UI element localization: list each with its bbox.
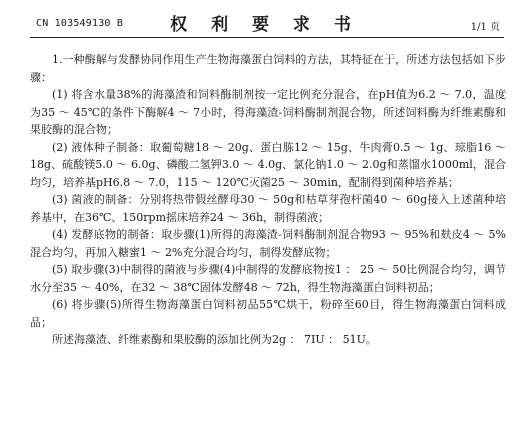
page-number: 1/1 页 (470, 22, 500, 33)
claim-paragraph: 所述海藻渣、纤维素酶和果胶酶的添加比例为2g ： 7IU ： 51U。 (52, 333, 377, 346)
claim-paragraph: (6) 将步骤(5)所得生物海藻蛋白饲料初品55℃烘干，粉碎至60目，得生物海藻蛋白饲料成品； (30, 298, 506, 329)
header-divider (30, 37, 504, 38)
claim-paragraph: 1.一种酶解与发酵协同作用生产生物海藻蛋白饲料的方法，其特征在于，所述方法包括如下步骤： (30, 53, 506, 84)
claim-paragraph: (2) 液体种子制备：取葡萄糖18 ～ 20g、蛋白胨12 ～ 15g、牛肉膏0.5 ～ 1g、琼脂16 ～ 18g、硫酸镁5.0 ～ 6.0g、磷酸二氢钾3.0 ～ 4.0g、氯化钠1.0 ～ 2.0g和蒸馏水1000ml，混合均匀，培养基pH6.8 ～ 7.0，115 ～ 120℃灭菌25 ～ 30min，配制得到菌种培养基； (30, 140, 506, 189)
claims-body (30, 51, 506, 349)
document-header (0, 0, 530, 40)
claim-paragraph: (3) 菌液的制备：分别将热带假丝酵母30 ～ 50g和枯草芽孢杆菌40 ～ 60g接入上述菌种培养基中，在36℃、150rpm摇床培养24 ～ 36h，制得菌液； (30, 193, 506, 224)
claim-paragraph: (4) 发酵底物的制备：取步骤(1)所得的海藻渣-饲料酶制剂混合物93 ～ 95%和麸皮4 ～ 5%混合均匀，再加入糖蜜1 ～ 2%充分混合均匀，制得发酵底物； (30, 228, 506, 259)
document-title: 权 利 要 求 书 (170, 15, 360, 35)
claim-paragraph: (5) 取步骤(3)中制得的菌液与步骤(4)中制得的发酵底物按1 ： 25 ～ 50比例混合均匀，调节水分至35 ～ 40%，在32 ～ 38℃固体发酵48 ～ 72h，得生物海藻蛋白饲料初品； (30, 263, 506, 294)
claim-paragraph: (1) 将含水量38%的海藻渣和饲料酶制剂按一定比例充分混合，在pH值为6.2 ～ 7.0，温度为35 ～ 45℃的条件下酶解4 ～ 7小时，得海藻渣-饲料酶制剂混合物，所述饲料酶为纤维素酶和果胶酶的混合物； (30, 88, 506, 136)
publication-number: CN 103549130 B (36, 18, 124, 29)
